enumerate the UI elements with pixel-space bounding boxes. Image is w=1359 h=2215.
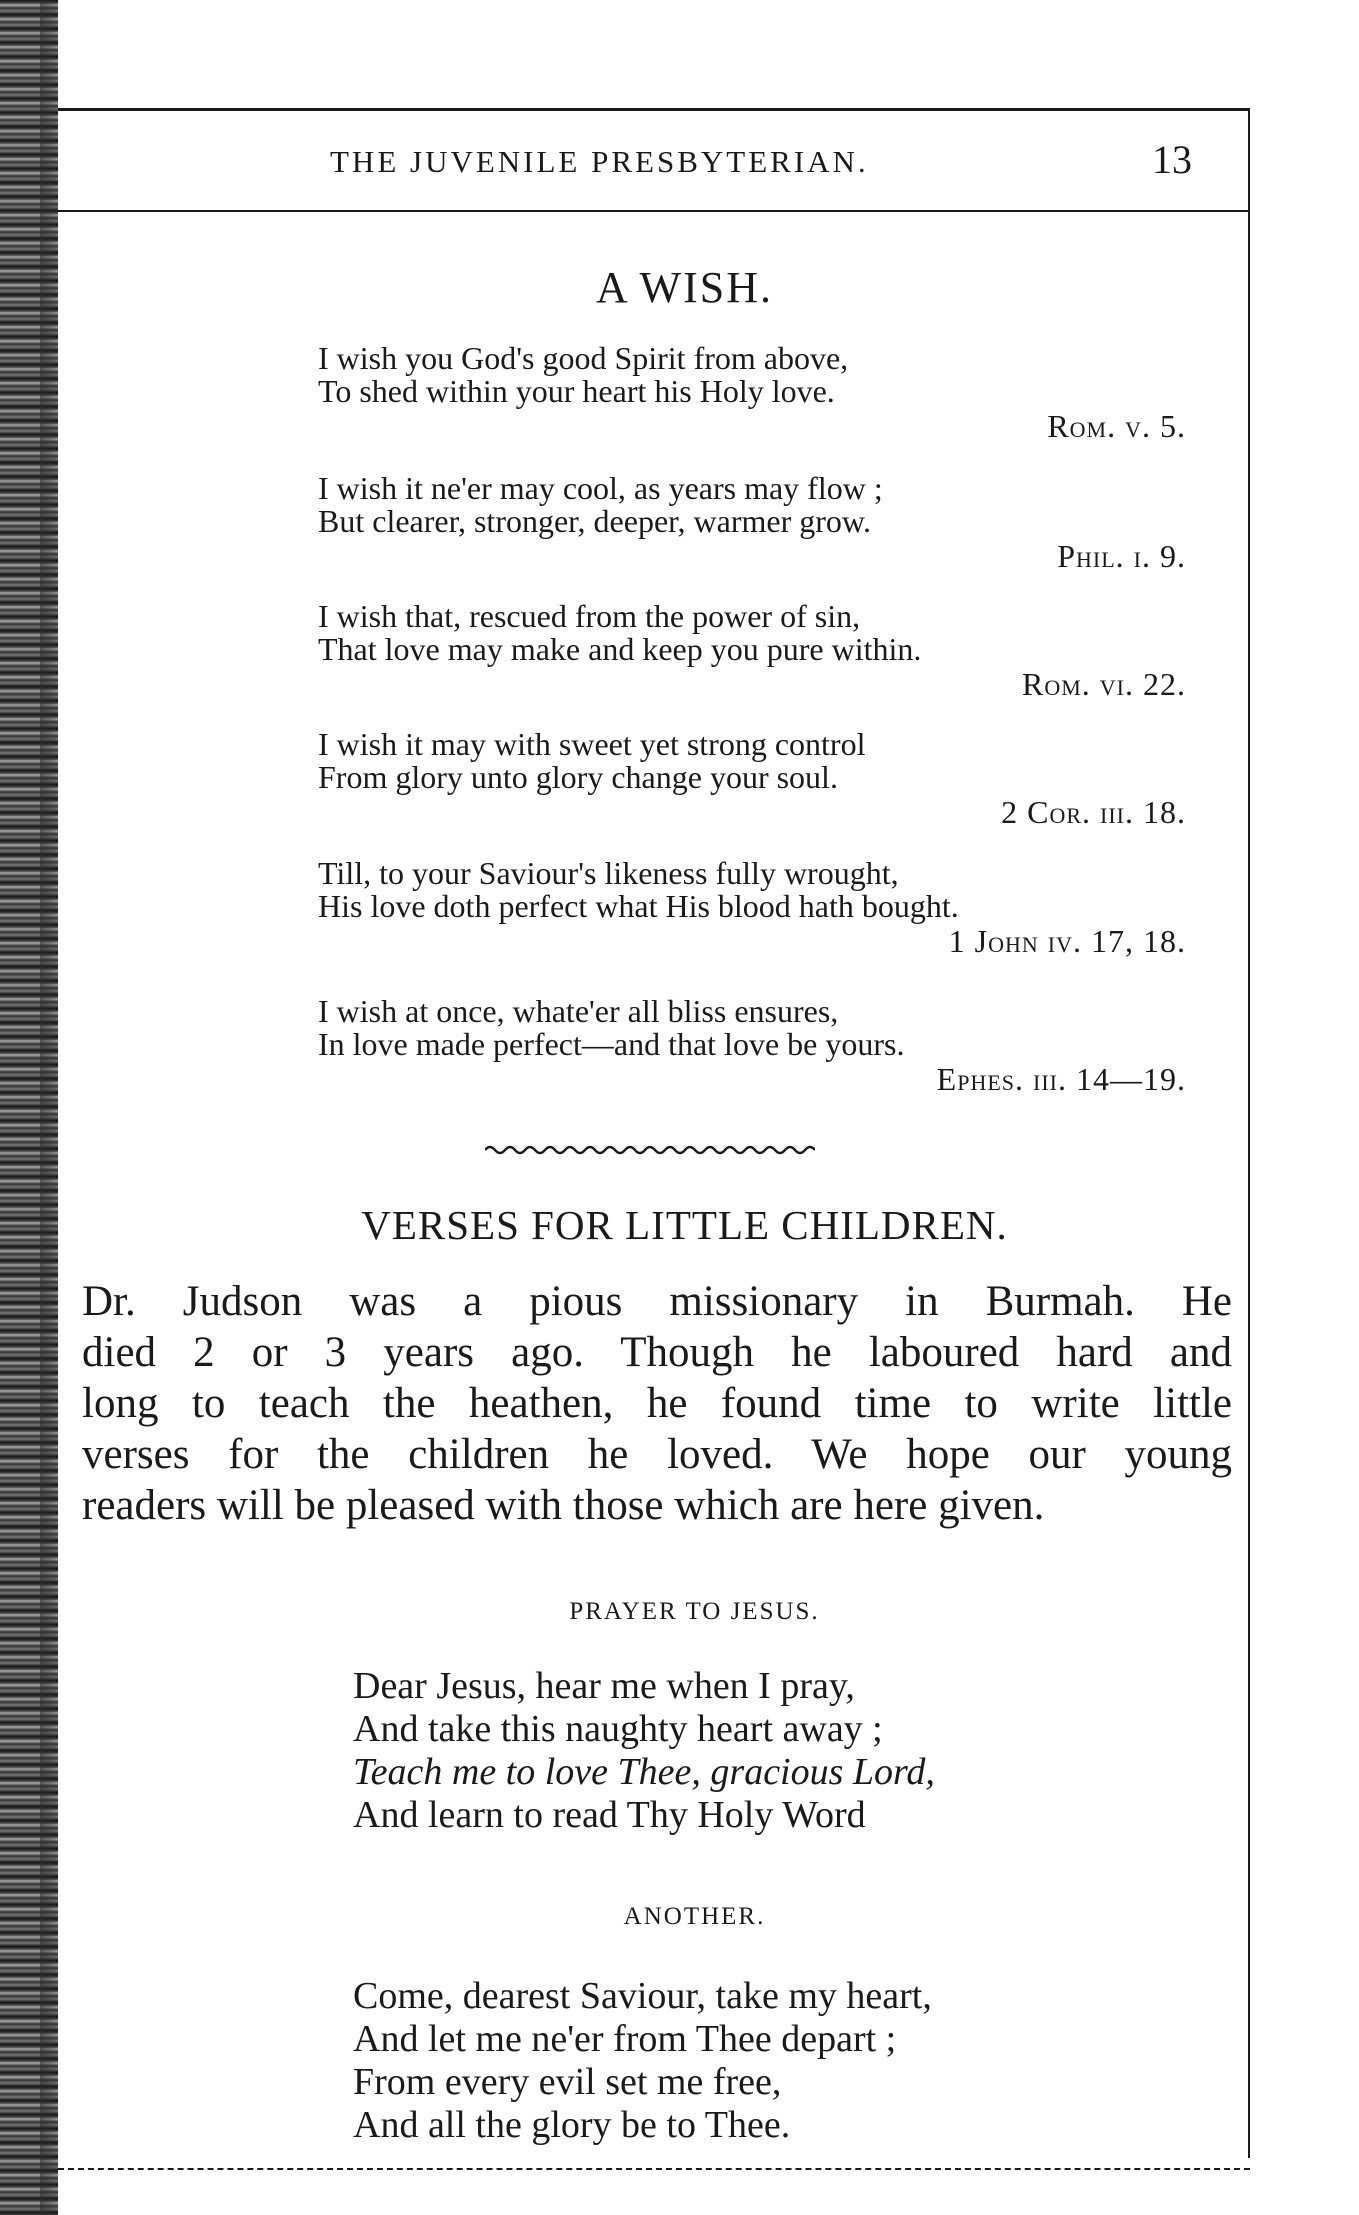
wish-stanza-1 bbox=[318, 342, 1198, 443]
bottom-rule bbox=[58, 2168, 1250, 2170]
stanza-line: Till, to your Saviour's likeness fully wrought, bbox=[318, 855, 899, 891]
paragraph-line: readers will be pleased with those which are here given. bbox=[82, 1482, 1045, 1529]
scripture-reference: Phil. i. 9. bbox=[1057, 538, 1186, 574]
poem-line: And take this naughty heart away ; bbox=[353, 1708, 883, 1750]
scripture-reference: 2 Cor. iii. 18. bbox=[1001, 794, 1186, 830]
wish-stanza-2 bbox=[318, 472, 1198, 573]
wish-stanza-3 bbox=[318, 600, 1198, 701]
stanza-line: In love made perfect—and that love be yours. bbox=[318, 1026, 905, 1062]
poem-line: Teach me to love Thee, gracious Lord, bbox=[353, 1751, 935, 1793]
page-number: 13 bbox=[1152, 137, 1192, 182]
wish-stanza-4 bbox=[318, 728, 1198, 829]
poem-title-a-wish: A WISH. bbox=[596, 263, 773, 312]
section-title-verses: VERSES FOR LITTLE CHILDREN. bbox=[361, 1202, 1008, 1248]
stanza-line: I wish it may with sweet yet strong control bbox=[318, 726, 866, 762]
stanza-line: His love doth perfect what His blood hath bought. bbox=[318, 888, 959, 924]
stanza-line: To shed within your heart his Holy love. bbox=[318, 373, 835, 409]
right-rule bbox=[1248, 108, 1250, 2158]
binding-shadow bbox=[40, 0, 60, 2215]
stanza-line: I wish at once, whate'er all bliss ensures, bbox=[318, 993, 839, 1029]
subtitle-prayer-to-jesus: PRAYER TO JESUS. bbox=[569, 1598, 820, 1625]
poem-line: And all the glory be to Thee. bbox=[353, 2104, 791, 2146]
poem-line: From every evil set me free, bbox=[353, 2061, 782, 2103]
stanza-line: I wish that, rescued from the power of sin, bbox=[318, 598, 861, 634]
wavy-divider bbox=[485, 1143, 815, 1157]
paragraph-line: Dr. Judson was a pious missionary in Burmah. He bbox=[82, 1278, 1232, 1325]
prayer-poem bbox=[353, 1665, 935, 1837]
wish-stanza-5 bbox=[318, 857, 1198, 958]
top-rule bbox=[58, 108, 1250, 111]
wish-stanza-6 bbox=[318, 995, 1198, 1096]
stanza-line: I wish you God's good Spirit from above, bbox=[318, 340, 849, 376]
poem-line: Come, dearest Saviour, take my heart, bbox=[353, 1975, 932, 2017]
scripture-reference: 1 John iv. 17, 18. bbox=[948, 923, 1186, 959]
scripture-reference: Ephes. iii. 14—19. bbox=[936, 1061, 1186, 1097]
poem-line: And learn to read Thy Holy Word bbox=[353, 1794, 866, 1836]
stanza-line: I wish it ne'er may cool, as years may flow ; bbox=[318, 470, 883, 506]
subtitle-another: ANOTHER. bbox=[623, 1903, 766, 1930]
stanza-line: But clearer, stronger, deeper, warmer grow. bbox=[318, 503, 871, 539]
scripture-reference: Rom. v. 5. bbox=[1047, 408, 1186, 444]
another-poem bbox=[353, 1975, 932, 2147]
paragraph-line: died 2 or 3 years ago. Though he laboured hard and bbox=[82, 1329, 1232, 1376]
paragraph-line: long to teach the heathen, he found time to write little bbox=[82, 1380, 1232, 1427]
intro-paragraph bbox=[82, 1276, 1232, 1531]
poem-line: And let me ne'er from Thee depart ; bbox=[353, 2018, 897, 2060]
header-rule bbox=[58, 210, 1250, 212]
stanza-line: That love may make and keep you pure within. bbox=[318, 631, 922, 667]
running-head: THE JUVENILE PRESBYTERIAN. bbox=[330, 144, 869, 179]
stanza-line: From glory unto glory change your soul. bbox=[318, 759, 838, 795]
poem-line: Dear Jesus, hear me when I pray, bbox=[353, 1665, 855, 1707]
paragraph-line: verses for the children he loved. We hope our young bbox=[82, 1431, 1232, 1478]
scripture-reference: Rom. vi. 22. bbox=[1021, 666, 1186, 702]
